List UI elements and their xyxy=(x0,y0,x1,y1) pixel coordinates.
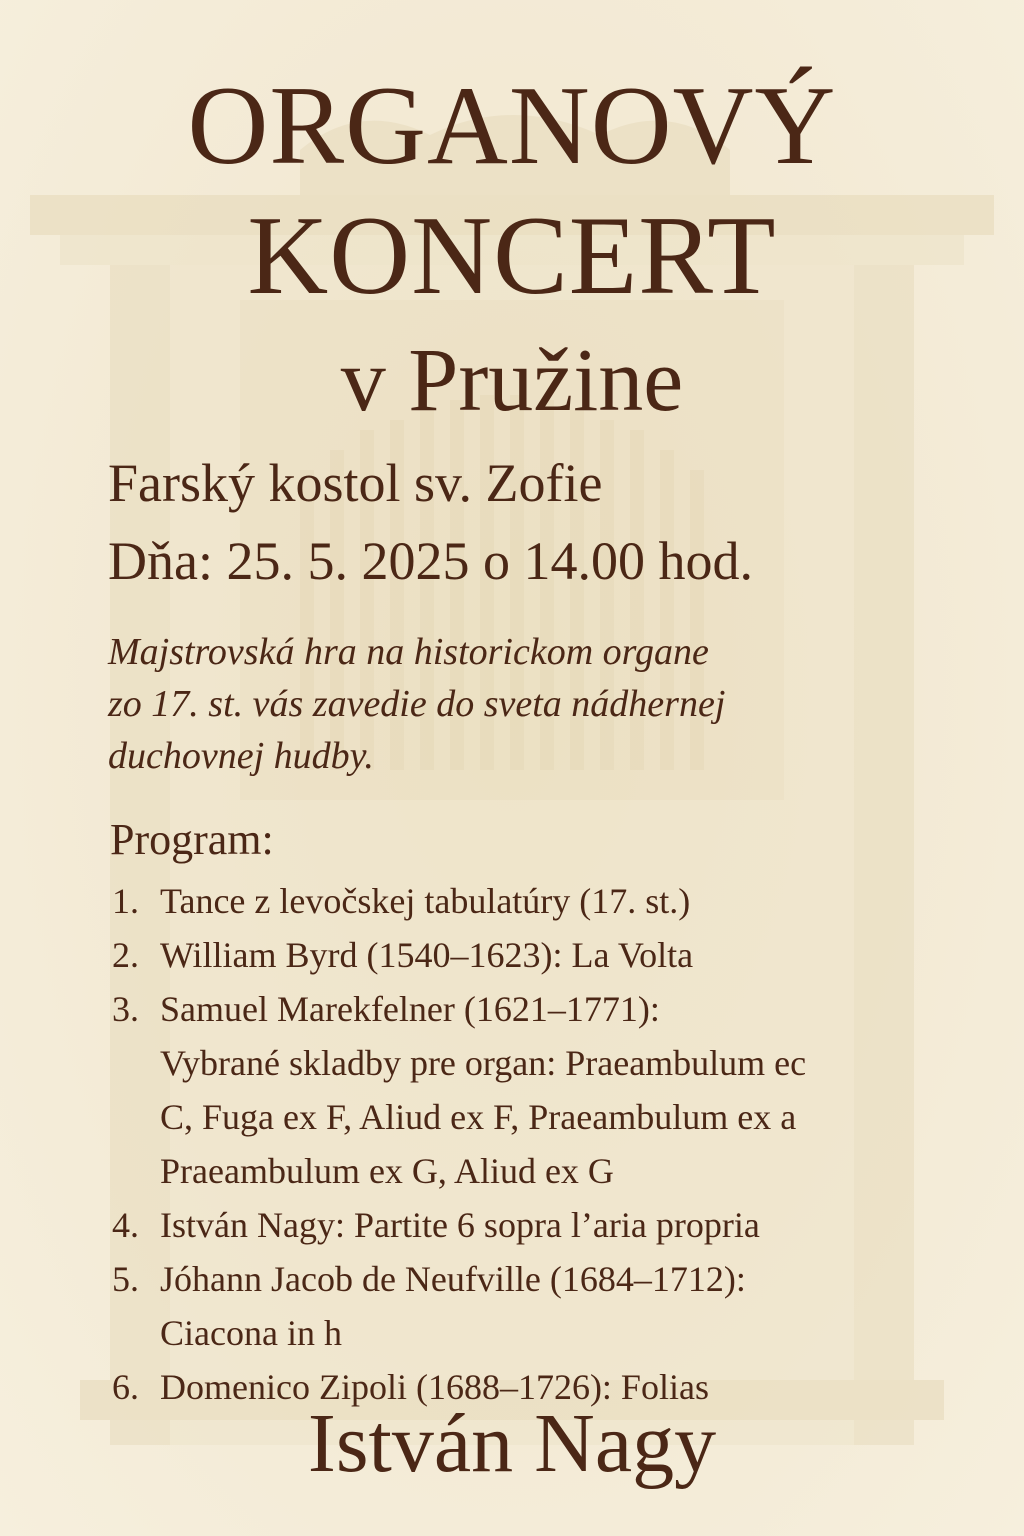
program-item-text: Vybrané skladby pre organ: Praeambulum ec xyxy=(160,1043,807,1083)
program-item-number: 5. xyxy=(112,1259,139,1299)
title-line-2: KONCERT xyxy=(247,194,777,318)
description-line: Majstrovská hra na historickom organe xyxy=(108,631,709,673)
performer-name: István Nagy xyxy=(307,1397,717,1490)
program-item xyxy=(112,874,1012,928)
title-line-1: ORGANOVÝ xyxy=(187,64,837,188)
venue: Farský kostol sv. Zofie xyxy=(108,453,603,513)
program-item-number: 3. xyxy=(112,989,139,1029)
program-heading: Program: xyxy=(110,815,274,864)
program-item-text: Samuel Marekfelner (1621–1771): xyxy=(160,989,660,1029)
program-item-text: William Byrd (1540–1623): La Volta xyxy=(160,935,694,975)
program-item-number: 4. xyxy=(112,1205,139,1245)
program-item-number: 1. xyxy=(112,881,139,921)
program-item-text: Domenico Zipoli (1688–1726): Folias xyxy=(160,1367,709,1407)
program-item xyxy=(112,1198,1012,1252)
description-line: duchovnej hudby. xyxy=(108,735,374,777)
program-item-text: C, Fuga ex F, Aliud ex F, Praeambulum ex a xyxy=(160,1097,797,1137)
program-item-text: Ciacona in h xyxy=(160,1313,342,1353)
program-item-text: István Nagy: Partite 6 sopra l’aria propria xyxy=(160,1205,760,1245)
program-item-number: 6. xyxy=(112,1367,139,1407)
program-item xyxy=(112,1252,1012,1360)
program-item xyxy=(112,982,1012,1198)
description-line: zo 17. st. vás zavedie do sveta nádhernej xyxy=(108,683,726,725)
program-item-text: Jóhann Jacob de Neufville (1684–1712): xyxy=(160,1259,746,1299)
event-date: Dňa: 25. 5. 2025 o 14.00 hod. xyxy=(108,531,753,591)
program-item-number: 2. xyxy=(112,935,139,975)
program-item-text: Tance z levočskej tabulatúry (17. st.) xyxy=(160,881,691,921)
description xyxy=(108,626,968,782)
program-item-text: Praeambulum ex G, Aliud ex G xyxy=(160,1151,614,1191)
program-list xyxy=(112,874,1012,1414)
title-line-3: v Pružine xyxy=(340,331,684,430)
program-item xyxy=(112,928,1012,982)
